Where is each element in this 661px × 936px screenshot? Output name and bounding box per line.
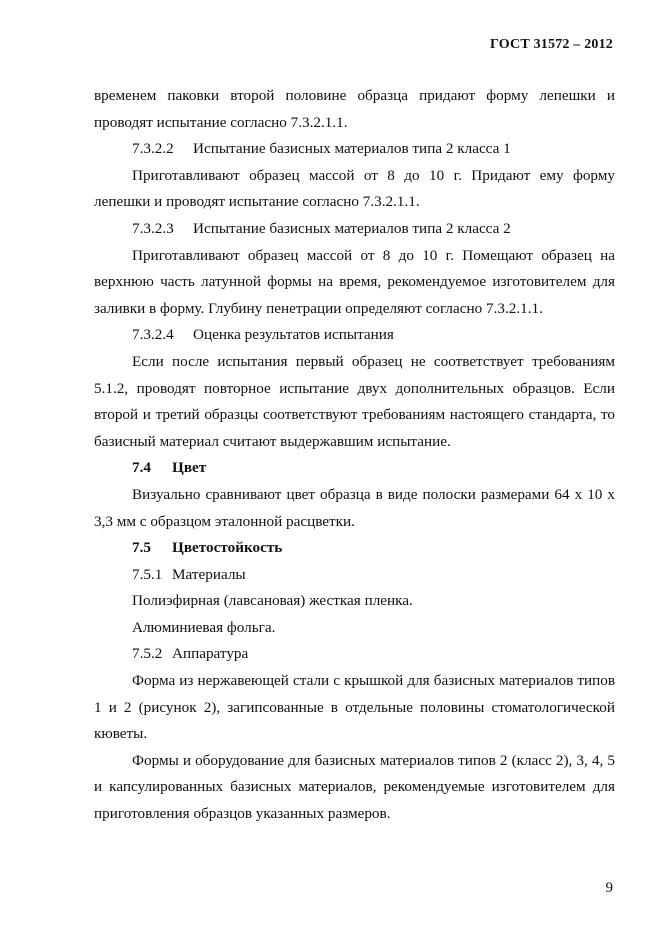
section-number: 7.4 xyxy=(132,459,151,477)
clause-number: 7.3.2.4 xyxy=(132,326,174,344)
clause-7-3-2-3 xyxy=(94,216,615,243)
clause-number: 7.3.2.2 xyxy=(132,140,174,158)
clause-7-5-1 xyxy=(94,562,615,589)
clause-title: Испытание базисных материалов типа 2 класса 1 xyxy=(193,140,511,158)
clause-7-3-2-4 xyxy=(94,322,615,349)
clause-number: 7.3.2.3 xyxy=(132,219,174,237)
clause-number: 7.5.2 xyxy=(132,645,163,663)
paragraph: Полиэфирная (лавсановая) жесткая пленка. xyxy=(132,592,413,610)
section-7-4-heading xyxy=(94,455,615,482)
section-number: 7.5 xyxy=(132,539,151,557)
body-text xyxy=(94,83,615,828)
paragraph-continuation: временем паковки второй половине образца придают форму лепешки и проводят испытание согласно 7.3.2.1.1. xyxy=(94,87,615,131)
paragraph: Если после испытания первый образец не соответствует требованиям 5.1.2, проводят повторное испытание двух дополнительных образцов. Если второй и третий образцы соответствуют требованиям настоящего стандарта, то базисный материал считают выдержавшим испытание. xyxy=(94,352,615,450)
paragraph: Приготавливают образец массой от 8 до 10 г. Помещают образец на верхнюю часть латунной формы на время, рекомендуемое изготовителем для заливки в форму. Глубину пенетрации определяют согласно 7.3.2.1.1. xyxy=(94,246,615,317)
clause-title: Аппаратура xyxy=(172,645,249,663)
section-7-5-heading xyxy=(94,535,615,562)
clause-7-3-2-2 xyxy=(94,136,615,163)
paragraph: Алюминиевая фольга. xyxy=(132,618,276,636)
paragraph: Формы и оборудование для базисных материалов типов 2 (класс 2), 3, 4, 5 и капсулированных базисных материалов, рекомендуемые изготовителем для приготовления образцов указанных размеров. xyxy=(94,751,615,823)
page-number: 9 xyxy=(605,880,613,896)
clause-number: 7.5.1 xyxy=(132,565,163,583)
paragraph: Визуально сравнивают цвет образца в виде полоски размерами 64 x 10 x 3,3 мм с образцом эталонной расцветки. xyxy=(94,485,615,530)
section-title: Цвет xyxy=(172,459,207,477)
paragraph: Приготавливают образец массой от 8 до 10 г. Придают ему форму лепешки и проводят испытание согласно 7.3.2.1.1. xyxy=(94,166,615,211)
page-header-standard: ГОСТ 31572 – 2012 xyxy=(490,37,613,52)
clause-title: Материалы xyxy=(172,565,246,583)
section-title: Цветостойкость xyxy=(172,539,283,557)
clause-title: Испытание базисных материалов типа 2 класса 2 xyxy=(193,219,511,237)
clause-7-5-2 xyxy=(94,641,615,668)
clause-title: Оценка результатов испытания xyxy=(193,326,394,344)
paragraph: Форма из нержавеющей стали с крышкой для базисных материалов типов 1 и 2 (рисунок 2), загипсованные в отдельные половины стоматологической кюветы. xyxy=(94,672,615,743)
